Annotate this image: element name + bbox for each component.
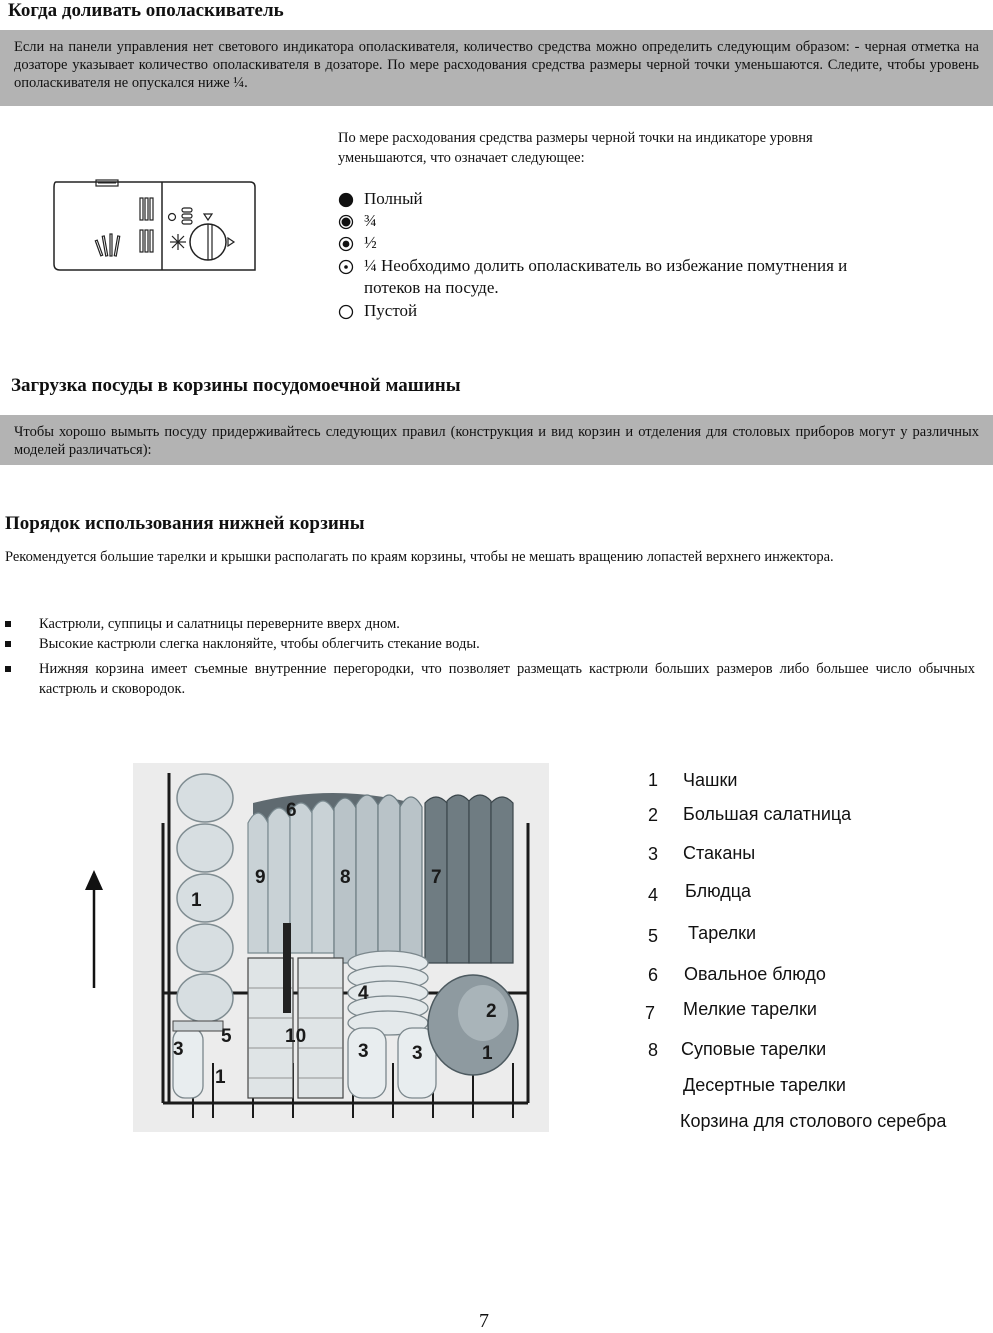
legend-label: Большая салатница bbox=[683, 804, 852, 824]
legend-label: Тарелки bbox=[688, 923, 757, 943]
level-quarter-label-line-2: потеков на посуде. bbox=[364, 278, 499, 297]
legend-number: 7 bbox=[645, 1003, 656, 1023]
legend-number: 3 bbox=[648, 844, 659, 864]
basket-label-10: 10 bbox=[285, 1026, 307, 1047]
level-empty-icon bbox=[338, 304, 354, 320]
level-half-label: ½ bbox=[364, 233, 377, 252]
section-title-loading: Загрузка посуды в корзины посудомоечной машины bbox=[11, 375, 461, 396]
list-item-text: Нижняя корзина имеет съемные внутренние перегородки, что позволяет размещать кастрюли больших размеров либо большее число обычных кастрюль и сковородок. bbox=[39, 661, 975, 697]
legend-number: 6 bbox=[648, 965, 659, 985]
basket-label-3: 3 bbox=[412, 1043, 423, 1064]
level-quarter-icon bbox=[338, 259, 354, 275]
indicator-description bbox=[338, 128, 813, 168]
level-full-label: Полный bbox=[364, 189, 423, 208]
indicator-text-line-2: уменьшаются, что означает следующее: bbox=[338, 150, 585, 166]
section-title-lower-basket: Порядок использования нижней корзины bbox=[5, 513, 365, 534]
rinse-aid-intro-box bbox=[0, 30, 993, 106]
basket-label-1: 1 bbox=[191, 890, 202, 911]
loading-intro-text: Чтобы хорошо вымыть посуду придерживайтесь следующих правил (конструкция и вид корзин и отделения для столовых приборов могут у различных моделей различаться): bbox=[14, 424, 979, 458]
level-three-quarters-label: ¾ bbox=[364, 211, 377, 230]
legend-label: Чашки bbox=[683, 770, 738, 790]
legend-number: 2 bbox=[648, 805, 659, 825]
legend-number: 8 bbox=[648, 1040, 659, 1060]
legend-label: Десертные тарелки bbox=[683, 1075, 846, 1095]
basket-label-9: 9 bbox=[255, 867, 266, 888]
basket-label-8: 8 bbox=[340, 867, 351, 888]
indicator-text-line-1: По мере расходования средства размеры черной точки на индикаторе уровня bbox=[338, 130, 813, 146]
level-quarter-label-line-1: ¼ Необходимо долить ополаскиватель во избежание помутнения и bbox=[364, 256, 848, 275]
legend-number: 4 bbox=[648, 885, 659, 905]
basket-label-4: 4 bbox=[358, 983, 369, 1004]
basket-label-6: 6 bbox=[286, 800, 297, 821]
basket-label-3: 3 bbox=[358, 1041, 369, 1062]
basket-label-5: 5 bbox=[221, 1026, 232, 1047]
legend-label: Овальное блюдо bbox=[684, 964, 826, 984]
legend-number: 1 bbox=[648, 770, 659, 790]
bullet-square-icon bbox=[5, 621, 11, 627]
page-number: 7 bbox=[479, 1310, 489, 1332]
bullet-square-icon bbox=[5, 641, 11, 647]
list-item-text: Кастрюли, суппицы и салатницы переверните вверх дном. bbox=[39, 616, 400, 632]
lower-basket-intro: Рекомендуется большие тарелки и крышки располагать по краям корзины, чтобы не мешать вращению лопастей верхнего инжектора. bbox=[5, 549, 834, 565]
rinse-aid-intro-text: Если на панели управления нет светового индикатора ополаскивателя, количество средства можно определить следующим образом: - черная отметка на дозаторе указывает количество ополаскивателя в дозаторе. По мере расходования средства размеры черной точки уменьшаются. Следите, чтобы уровень ополаскивателя не опускался ниже ¼. bbox=[14, 39, 979, 91]
loading-intro-box bbox=[0, 415, 993, 465]
rinse-aid-dispenser-illustration bbox=[50, 178, 258, 274]
section-title-rinse-aid: Когда доливать ополаскиватель bbox=[8, 0, 284, 21]
level-empty-label: Пустой bbox=[364, 301, 418, 320]
legend-label: Мелкие тарелки bbox=[683, 999, 817, 1019]
basket-label-1: 1 bbox=[482, 1043, 493, 1064]
legend-label: Корзина для столового серебра bbox=[680, 1111, 947, 1131]
legend-label: Суповые тарелки bbox=[681, 1039, 827, 1059]
legend-number: 5 bbox=[648, 926, 659, 946]
bullet-square-icon bbox=[5, 666, 11, 672]
basket-label-7: 7 bbox=[431, 867, 442, 888]
level-three-quarters-icon bbox=[338, 214, 354, 230]
legend-label: Стаканы bbox=[683, 843, 756, 863]
basket-label-1: 1 bbox=[215, 1067, 226, 1088]
lower-basket-illustration bbox=[133, 763, 549, 1132]
basket-label-3: 3 bbox=[173, 1039, 184, 1060]
level-half-icon bbox=[338, 236, 354, 252]
legend-label: Блюдца bbox=[685, 881, 752, 901]
up-arrow-icon bbox=[80, 870, 108, 990]
list-item-text: Высокие кастрюли слегка наклоняйте, чтобы облегчить стекание воды. bbox=[39, 636, 480, 652]
basket-label-2: 2 bbox=[486, 1001, 497, 1022]
level-full-icon bbox=[338, 192, 354, 208]
